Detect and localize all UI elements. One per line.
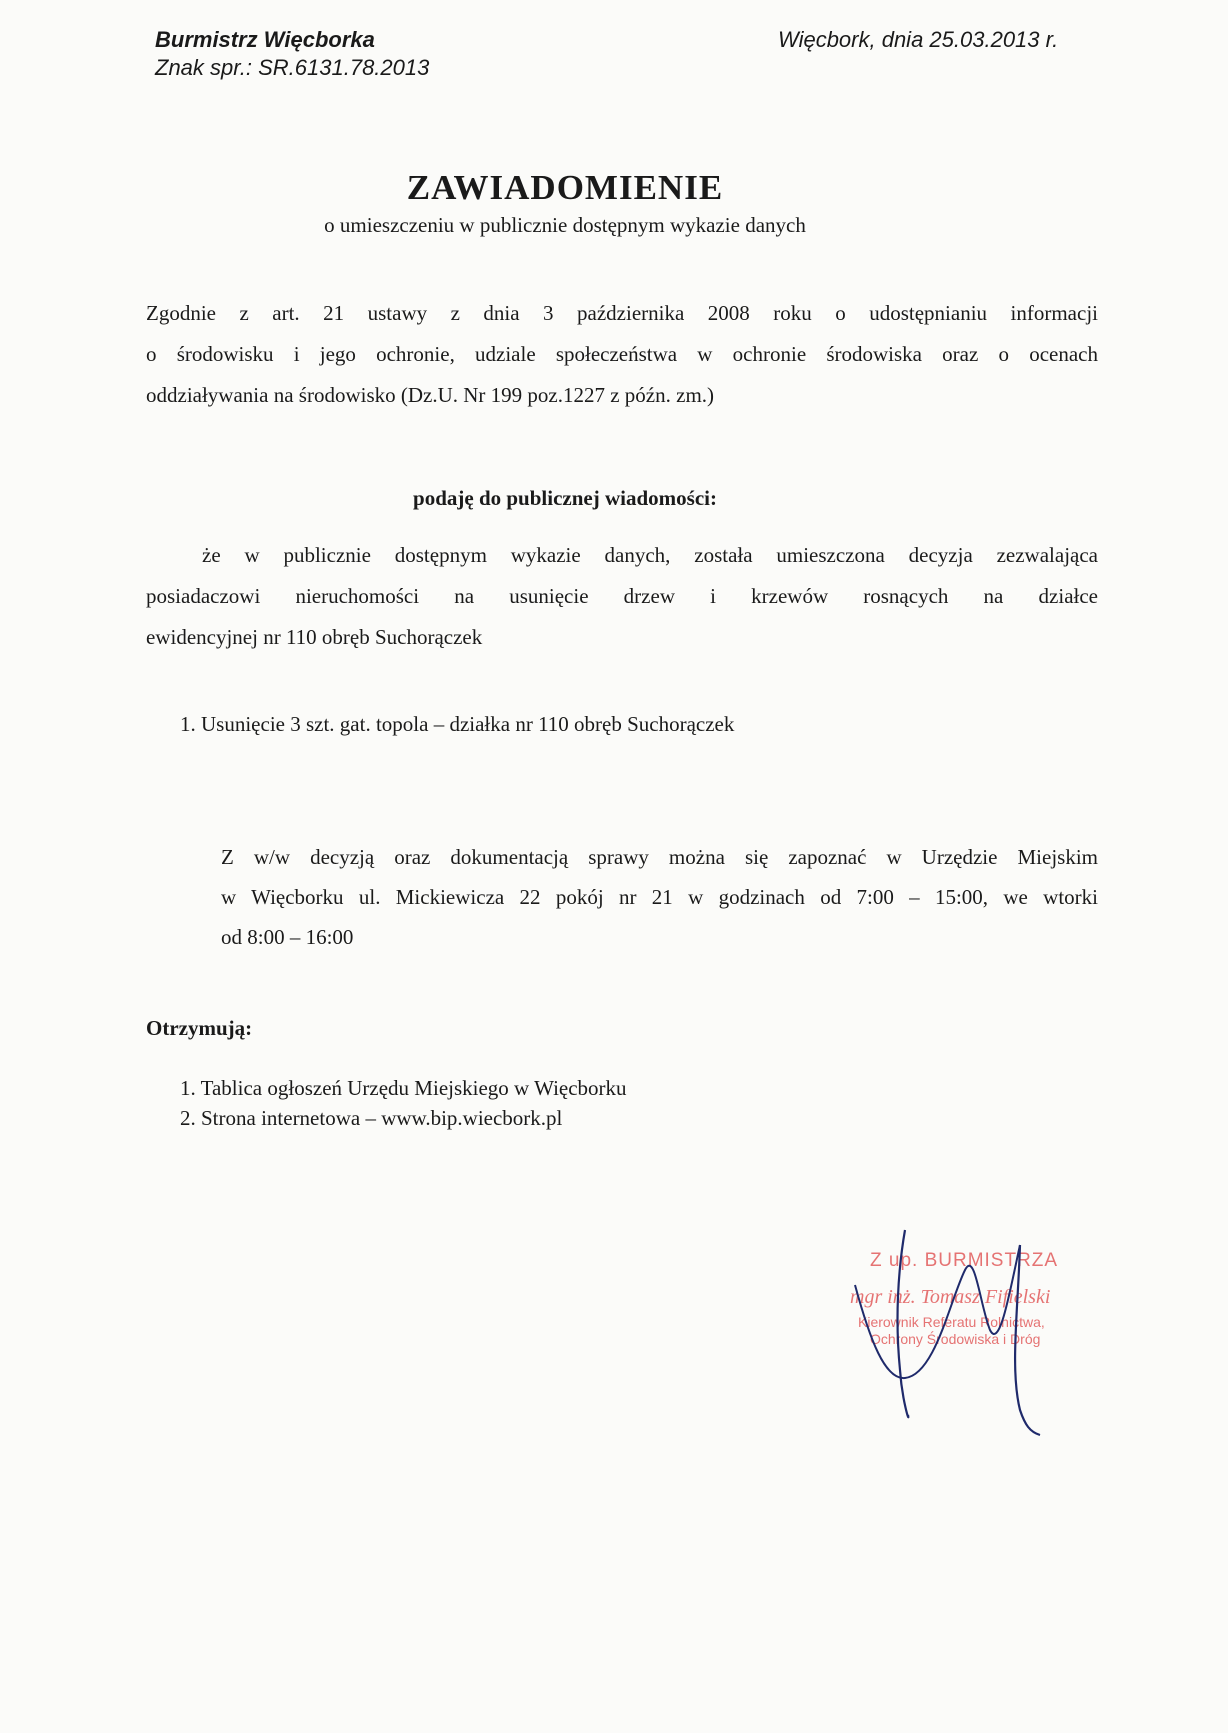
stamp-line-authority: Z up. BURMISTRZA (870, 1250, 1059, 1271)
paragraph-line: ewidencyjnej nr 110 obręb Suchorączek (146, 625, 483, 649)
decision-paragraph (146, 535, 1098, 658)
paragraph-line: posiadaczowi nieruchomości na usunięcie drzew i krzewów rosnących na działce (146, 584, 1098, 608)
paragraph-line: o środowisku i jego ochronie, udziale społeczeństwa w ochronie środowiska oraz o ocenach (146, 342, 1098, 366)
announcement-heading: podaję do publicznej wiadomości: (413, 486, 717, 510)
paragraph-line: od 8:00 – 16:00 (221, 925, 354, 949)
paragraph-line: Zgodnie z art. 21 ustawy z dnia 3 października 2008 roku o udostępnianiu informacji (146, 301, 1098, 325)
recipient-item: 2. Strona internetowa – www.bip.wiecbork.pl (180, 1106, 563, 1130)
access-info-paragraph (221, 837, 1098, 957)
document-subtitle: o umieszczeniu w publicznie dostępnym wykazie danych (324, 213, 806, 237)
recipient-item: 1. Tablica ogłoszeń Urzędu Miejskiego w Więcborku (180, 1076, 627, 1100)
stamp-line-department: Ochrony Środowiska i Dróg (870, 1331, 1041, 1347)
paragraph-line: oddziaływania na środowisko (Dz.U. Nr 199 poz.1227 z późn. zm.) (146, 383, 715, 407)
stamp-line-position: Kierownik Referatu Rolnictwa, (858, 1314, 1045, 1330)
recipients-heading: Otrzymują: (146, 1016, 253, 1040)
header-issuer-block (155, 26, 429, 82)
document-title: ZAWIADOMIENIE (406, 168, 724, 207)
issuer-name: Burmistrz Więcborka (155, 27, 375, 52)
stamp-line-name: mgr inż. Tomasz Fifielski (850, 1286, 1051, 1308)
paragraph-line: w Więcborku ul. Mickiewicza 22 pokój nr 21 w godzinach od 7:00 – 15:00, we wtorki (221, 885, 1098, 909)
legal-basis-paragraph (146, 293, 1098, 416)
case-number: Znak spr.: SR.6131.78.2013 (155, 55, 430, 80)
handwritten-signature (850, 1210, 1070, 1440)
paragraph-line: Z w/w decyzją oraz dokumentacją sprawy można się zapoznać w Urzędzie Miejskim (221, 845, 1098, 869)
decision-item: 1. Usunięcie 3 szt. gat. topola – działka nr 110 obręb Suchorączek (180, 712, 735, 736)
paragraph-line: że w publicznie dostępnym wykazie danych, została umieszczona decyzja zezwalająca (202, 543, 1098, 567)
place-date: Więcbork, dnia 25.03.2013 r. (778, 27, 1059, 52)
recipients-list (180, 1073, 627, 1133)
